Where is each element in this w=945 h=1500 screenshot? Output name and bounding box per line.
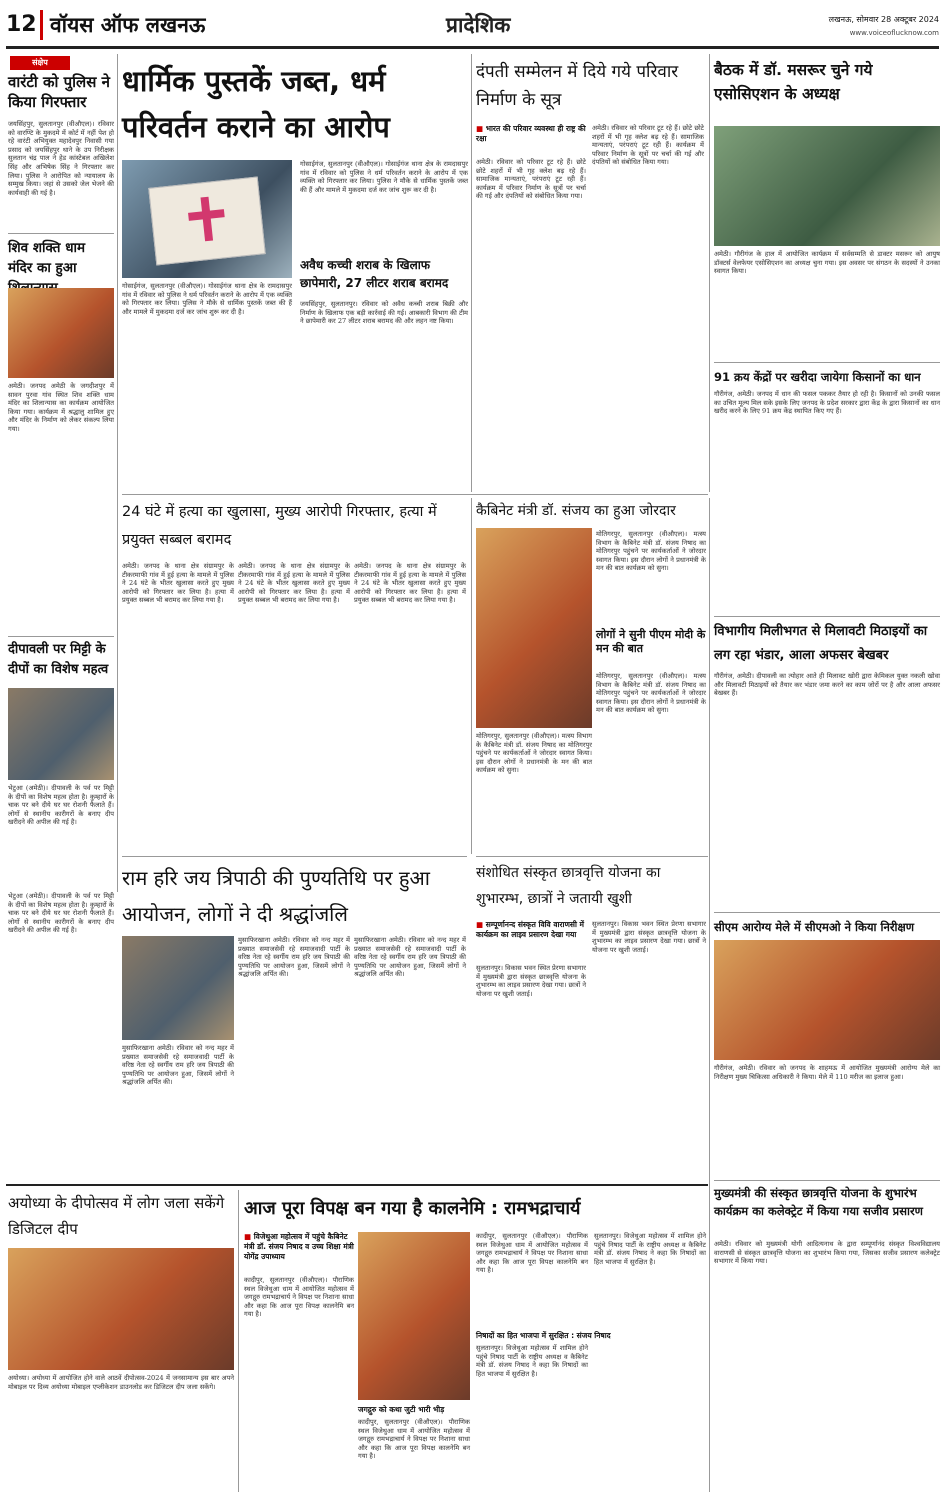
sanskrit-title: संशोधित संस्कृत छात्रवृत्ति योजना का शुभारम्भ, छात्रों ने जतायी खुशी	[476, 865, 661, 907]
couple-sub-text: भारत की परिवार व्यवस्था ही राष्ट्र की रक्षा	[476, 124, 586, 143]
ayodhya-title: अयोध्या के दीपोत्सव में लोग जला सकेंगे डिजिटल दीप	[8, 1194, 225, 1238]
minister-body-3: मोतिगरपुर, सुलतानपुर (वीऔएल)। मत्स्य विभाग के कैबिनेट मंत्री डॉ. संजय निषाद का मोतिगरपुर पहुंचने पर कार्यकर्ताओं ने जोरदार स्वागत किया। इस दौरान लोगों ने प्रधानमंत्री के मन की बात कार्यक्रम को सुना।	[476, 732, 592, 775]
bottom-rule	[6, 1184, 708, 1186]
aarogya-photo	[714, 940, 940, 1060]
masthead-rule	[6, 46, 939, 49]
sanskrit-body-1: सुलतानपुर। विकास भवन स्थित प्रेरणा सभागार में मुख्यमंत्री द्वारा संस्कृत छात्रवृत्ति योजना के शुभारम्भ का लाइव प्रसारण देखा गया। छात्रों ने योजना पर खुशी जताई।	[476, 964, 586, 998]
murder-body-2: अमेठी। जनपद के थाना क्षेत्र संग्रामपुर के टीकरमाफी गांव में हुई हत्या के मामले में पुलिस ने 24 घंटे के भीतर खुलासा करते हुए मुख्य आरोपी को गिरफ्तार कर लिया है। हत्या में प्रयुक्त सब्बल भी बरामद कर लिया गया है।	[238, 562, 350, 605]
page-number: 12	[6, 12, 37, 37]
sanskrit-subhead	[476, 920, 586, 960]
kaalnemi-title: आज पूरा विपक्ष बन गया है कालनेमि : रामभद्राचार्य	[244, 1198, 581, 1219]
masthead	[6, 6, 939, 44]
col-rule	[471, 54, 472, 492]
couple-subhead	[476, 124, 586, 154]
kaalnemi-body-3: कादीपुर, सुलतानपुर (वीऔएल)। पौराणिक स्थल विजेथुआ धाम में आयोजित महोत्सव में जगद्गुरु रामभद्राचार्य ने विपक्ष पर निशाना साधा और कहा कि आज पूरा विपक्ष कालनेमि बन गया है।	[476, 1232, 588, 1275]
minister-photo	[476, 528, 592, 728]
shiv-title: शिव शक्ति धाम मंदिर का हुआ	[8, 240, 86, 276]
deepawali-body-cont: भेटुआ (अमेठी)। दीपावली के पर्व पर मिट्टी के दीपों का विशेष महत्व होता है। कुम्हारों के चाक पर बने दीये घर घर रोशनी फैलाते हैं। लोगों से स्थानीय कारीगरों के बनाए दीप खरीदने की अपील की गई है।	[8, 892, 114, 935]
ayodhya-photo	[8, 1248, 234, 1370]
kaalnemi-body-1: कादीपुर, सुलतानपुर (वीऔएल)। पौराणिक स्थल विजेथुआ धाम में आयोजित महोत्सव में जगद्गुरु रामभद्राचार्य ने विपक्ष पर निशाना साधा और कहा कि आज पूरा विपक्ष कालनेमि बन गया है।	[244, 1276, 354, 1319]
tripathi-body-3: मुसाफिरखाना अमेठी। रविवार को नन्द महर में प्रख्यात समाजसेवी रहे समाजवादी पार्टी के वरिष्ठ नेता रहे स्वर्गीय राम हरि जय त्रिपाठी की पुण्यतिथि पर आयोजन हुआ, जिसमें लोगों ने श्रद्धांजलि अर्पित की।	[354, 936, 466, 979]
lead-photo	[122, 160, 292, 278]
cmyojana-body: अमेठी। रविवार को मुख्यमंत्री योगी आदित्यनाथ के द्वारा सम्पूर्णानंद संस्कृत विश्वविद्यालय वाराणसी से संस्कृत छात्रवृत्ति योजना का शुभारंभ किया गया, जिसका सजीव प्रसारण कलेक्ट्रेट सभागार में किया गया।	[714, 1240, 940, 1266]
brief-body: जयसिंहपुर, सुलतानपुर (वीऔएल)। रविवार को वारण्टि के मुकदमे में कोर्ट में नहीं पेश हो रहे वारंटी अभियुक्त महादेवपुर निवासी गया प्रसाद को जयसिंहपुर थाने के उप निरीक्षक सुलतान चंद्र पाल ने हेड कांस्टेबल अखिलेश सिंह और अभिषेक सिंह ने गिरफ्तार कर लिया। पुलिस ने आरोपित को न्यायालय के सम्मुख किया। जहां से उसको जेल भेजने की कार्यवाही की गई है।	[8, 120, 114, 197]
section-rule	[476, 856, 708, 857]
col-rule	[117, 54, 118, 892]
section-rule	[122, 494, 708, 495]
divider	[8, 636, 114, 637]
col-rule	[471, 498, 472, 854]
minister-body-2: मोतिगरपुर, सुलतानपुर (वीऔएल)। मत्स्य विभाग के कैबिनेट मंत्री डॉ. संजय निषाद का मोतिगरपुर पहुंचने पर कार्यकर्ताओं ने जोरदार स्वागत किया। इस दौरान लोगों ने प्रधानमंत्री के मन की बात कार्यक्रम को सुना।	[596, 672, 706, 715]
shiv-photo	[8, 288, 114, 378]
lead-body-col2: गोसाईगंज, सुलतानपुर (वीऔएल)। गोसाईगंज थाना क्षेत्र के रामदासपुर गांव में रविवार को पुलिस ने धर्म परिवर्तन कराने के आरोप में एक व्यक्ति को गिरफ्तार कर लिया। पुलिस ने मौके से धार्मिक पुस्तकें जब्त की हैं और मामले में मुकदमा दर्ज कर जांच शुरू कर दी है।	[300, 160, 468, 194]
liquor-body: जयसिंहपुर, सुलतानपुर। रविवार को अवैध कच्ची शराब बिक्री और निर्माण के खिलाफ एक बड़ी कार्रवाई की गई। आबकारी विभाग की टीम ने छापेमारी कर 27 लीटर शराब बरामद की और लहन नष्ट किया।	[300, 300, 468, 326]
paddy-body: गौरीगंज, अमेठी। जनपद में धान की फसल पककर तैयार हो रही है। किसानों को उनकी फसल का उचित मूल्य मिल सके इसके लिए जनपद के प्रदेश सरकार द्वारा केंद्र के द्वारा किसानों का धान खरीद करने के लिए 91 क्रय केंद्र स्थापित किए गए हैं।	[714, 390, 940, 416]
minister-body-1: मोतिगरपुर, सुलतानपुर (वीऔएल)। मत्स्य विभाग के कैबिनेट मंत्री डॉ. संजय निषाद का मोतिगरपुर पहुंचने पर कार्यकर्ताओं ने जोरदार स्वागत किया। इस दौरान लोगों ने प्रधानमंत्री के मन की बात कार्यक्रम को सुना।	[596, 530, 706, 573]
minister-subhead: लोगों ने सुनी पीएम मोदी के मन की बात	[596, 628, 706, 655]
meeting-photo	[714, 126, 940, 246]
kaalnemi-body2-1: सुलतानपुर। विजेथुआ महोत्सव में शामिल होने पहुंचे निषाद पार्टी के राष्ट्रीय अध्यक्ष व कैबिनेट मंत्री डॉ. संजय निषाद ने कहा कि निषादों का हित भाजपा में सुरक्षित है।	[476, 1344, 588, 1378]
shiv-body: अमेठी। जनपद अमेठी के जगदीशपुर में सावन पुरवा गांव स्थित शिव शक्ति धाम मंदिर का शिलान्यास का कार्यक्रम आयोजित किया गया। कार्यक्रम में श्रद्धालु शामिल हुए और मंदिर के निर्माण को लेकर संकल्प लिया गया।	[8, 382, 114, 433]
divider	[714, 362, 940, 363]
kaalnemi-sub2: जगद्गुरु को कथा जुटी भारी भीड़	[358, 1405, 445, 1414]
col-rule	[709, 498, 710, 1492]
divider	[8, 233, 114, 234]
tripathi-body-1: मुसाफिरखाना अमेठी। रविवार को नन्द महर में प्रख्यात समाजसेवी रहे समाजवादी पार्टी के वरिष्ठ नेता रहे स्वर्गीय राम हरि जय त्रिपाठी की पुण्यतिथि पर आयोजन हुआ, जिसमें लोगों ने श्रद्धांजलि अर्पित की।	[122, 1044, 234, 1087]
deepawali-title: दीपावली पर मिट्टी के दीपों का विशेष महत्व	[8, 642, 109, 677]
divider	[714, 616, 940, 617]
sanskrit-body-2: सुलतानपुर। विकास भवन स्थित प्रेरणा सभागार में मुख्यमंत्री द्वारा संस्कृत छात्रवृत्ति योजना के शुभारम्भ का लाइव प्रसारण देखा गया। छात्रों ने योजना पर खुशी जताई।	[592, 920, 706, 954]
tripathi-photo	[122, 936, 234, 1040]
paper-name: वॉयस ऑफ लखनऊ	[50, 13, 206, 37]
brief-label: संक्षेप	[10, 56, 70, 70]
col-rule	[238, 1190, 239, 1492]
brief-title: वारंटी को पुलिस ने किया गिरफ्तार	[8, 73, 110, 111]
aarogya-body: गौरीगंज, अमेठी। रविवार को जनपद के शाहमऊ में आयोजित मुख्यमंत्री आरोग्य मेले का निरीक्षण मुख्य चिकित्सा अधिकारी ने किया। मेले में 110 मरीज का इलाज हुआ।	[714, 1064, 940, 1081]
bullet-icon: ■	[476, 124, 486, 133]
murder-body-3: अमेठी। जनपद के थाना क्षेत्र संग्रामपुर के टीकरमाफी गांव में हुई हत्या के मामले में पुलिस ने 24 घंटे के भीतर खुलासा करते हुए मुख्य आरोपी को गिरफ्तार कर लिया है। हत्या में प्रयुक्त सब्बल भी बरामद कर लिया गया है।	[354, 562, 466, 605]
couple-title: दंपती सम्मेलन में दिये गये परिवार निर्माण के सूत्र	[476, 62, 679, 110]
minister-title: कैबिनेट मंत्री डॉ. संजय का हुआ जोरदार	[476, 503, 676, 519]
lead-body-col1: गोसाईगंज, सुलतानपुर (वीऔएल)। गोसाईगंज थाना क्षेत्र के रामदासपुर गांव में रविवार को पुलिस ने धर्म परिवर्तन कराने के आरोप में एक व्यक्ति को गिरफ्तार कर लिया। पुलिस ने मौके से धार्मिक पुस्तकें जब्त की हैं और मामले में मुकदमा दर्ज कर जांच शुरू कर दी है।	[122, 282, 292, 316]
couple-body-2: अमेठी। रविवार को परिवार टूट रहे हैं। छोटे छोटे शहरों में भी गृह क्लेश बढ़ रहे हैं। सामाजिक मान्यताएं, परंपराएं टूट रही हैं। कार्यक्रम में परिवार निर्माण के सूत्रों पर चर्चा की गई और दंपतियों को संबोधित किया गया।	[592, 124, 704, 167]
sweets-body: गौरीगंज, अमेठी। दीपावली का त्योहार आते ही मिलावट खोरी द्वारा केमिकल युक्त नकली खोवा और मिलावटी मिठाइयों को तैयार कर भंडार जमा करने का काम जोरों पर है और आला अफसर बेखबर हैं।	[714, 672, 940, 698]
kaalnemi-body2-2: सुलतानपुर। विजेथुआ महोत्सव में शामिल होने पहुंचे निषाद पार्टी के राष्ट्रीय अध्यक्ष व कैबिनेट मंत्री डॉ. संजय निषाद ने कहा कि निषादों का हित भाजपा में सुरक्षित है।	[594, 1232, 706, 1266]
dateline: लखनऊ, सोमवार 28 अक्टूबर 2024	[828, 15, 939, 24]
bullet-icon: ■	[244, 1232, 254, 1241]
kaalnemi-body-2: कादीपुर, सुलतानपुर (वीऔएल)। पौराणिक स्थल विजेथुआ धाम में आयोजित महोत्सव में जगद्गुरु रामभद्राचार्य ने विपक्ष पर निशाना साधा और कहा कि आज पूरा विपक्ष कालनेमि बन गया है।	[358, 1418, 470, 1461]
bullet-icon: ■	[476, 920, 486, 929]
liquor-title: अवैध कच्ची शराब के खिलाफ छापेमारी, 27 लीटर शराब बरामद	[300, 258, 449, 290]
masthead-divider	[40, 10, 43, 40]
murder-title: 24 घंटे में हत्या का खुलासा, मुख्य आरोपी गिरफ्तार, हत्या में प्रयुक्त सब्बल बरामद	[122, 504, 437, 548]
lead-headline: धार्मिक पुस्तकें जब्त, धर्म परिवर्तन कराने का आरोप	[122, 64, 390, 144]
aarogya-title: सीएम आरोग्य मेले में सीएमओ ने किया निरीक्षण	[714, 920, 915, 934]
tripathi-title: राम हरि जय त्रिपाठी की पुण्यतिथि पर हुआ आयोजन, लोगों ने दी श्रद्धांजलि	[122, 866, 430, 926]
murder-body-1: अमेठी। जनपद के थाना क्षेत्र संग्रामपुर के टीकरमाफी गांव में हुई हत्या के मामले में पुलिस ने 24 घंटे के भीतर खुलासा करते हुए मुख्य आरोपी को गिरफ्तार कर लिया है। हत्या में प्रयुक्त सब्बल भी बरामद कर लिया गया है।	[122, 562, 234, 605]
divider	[714, 1180, 940, 1181]
ayodhya-body: अयोध्या। अयोध्या में आयोजित होने वाले आठवें दीपोत्सव-2024 में जनसामान्य इस बार अपने मोबाइल पर दिव्य अयोध्या मोबाइल एप्लीकेशन डाउनलोड कर डिजिटल दीप जला सकेंगे।	[8, 1374, 234, 1391]
book-shape	[148, 176, 266, 265]
sanskrit-sub-text: सम्पूर्णानन्द संस्कृत विवि वाराणसी में कार्यक्रम का लाइव प्रसारण देखा गया	[476, 920, 584, 939]
col-rule	[709, 54, 710, 492]
deepawali-body: भेटुआ (अमेठी)। दीपावली के पर्व पर मिट्टी के दीपों का विशेष महत्व होता है। कुम्हारों के चाक पर बने दीये घर घर रोशनी फैलाते हैं। लोगों से स्थानीय कारीगरों के बनाए दीप खरीदने की अपील की गई है।	[8, 784, 114, 827]
kaalnemi-sub3: निषादों का हित भाजपा में सुरक्षित : संजय निषाद	[476, 1331, 611, 1340]
kaalnemi-photo	[358, 1232, 470, 1400]
website: www.voiceoflucknow.com	[849, 29, 939, 37]
cmyojana-title: मुख्यमंत्री की संस्कृत छात्रवृत्ति योजना के शुभारंभ कार्यक्रम का कलेक्ट्रेट में किया गया सजीव प्रसारण	[714, 1186, 923, 1218]
sweets-title: विभागीय मिलीभगत से मिलावटी मिठाइयों का लग रहा भंडार, आला अफसर बेखबर	[714, 624, 928, 663]
tripathi-body-2: मुसाफिरखाना अमेठी। रविवार को नन्द महर में प्रख्यात समाजसेवी रहे समाजवादी पार्टी के वरिष्ठ नेता रहे स्वर्गीय राम हरि जय त्रिपाठी की पुण्यतिथि पर आयोजन हुआ, जिसमें लोगों ने श्रद्धांजलि अर्पित की।	[238, 936, 350, 979]
divider	[714, 912, 940, 913]
paddy-title: 91 क्रय केंद्रों पर खरीदा जायेगा किसानों का धान	[714, 370, 921, 384]
meeting-title: बैठक में डॉ. मसरूर चुने गये एसोसिएशन के अध्यक्ष	[714, 61, 873, 103]
section-rule	[122, 856, 467, 857]
kaalnemi-sub1-text: विजेथुआ महोत्सव में पहुंचे कैबिनेट मंत्री डॉ. संजय निषाद व उच्च शिक्षा मंत्री योगेंद्र उपाध्याय	[244, 1232, 354, 1261]
deepawali-photo	[8, 688, 114, 780]
couple-body-1: अमेठी। रविवार को परिवार टूट रहे हैं। छोटे छोटे शहरों में भी गृह क्लेश बढ़ रहे हैं। सामाजिक मान्यताएं, परंपराएं टूट रही हैं। कार्यक्रम में परिवार निर्माण के सूत्रों पर चर्चा की गई और दंपतियों को संबोधित किया गया।	[476, 158, 586, 201]
meeting-body: अमेठी। गौरीगंज के हाल में आयोजित कार्यक्रम में सर्वसम्मति से डाक्टर मसरूर को आयुष डॉक्टर्स वेलफेयर एसोसिएशन का अध्यक्ष चुना गया। इस अवसर पर संगठन के सदस्यों ने उनका स्वागत किया।	[714, 250, 940, 276]
kaalnemi-subhead	[244, 1232, 354, 1272]
section-title: प्रादेशिक	[446, 13, 511, 37]
